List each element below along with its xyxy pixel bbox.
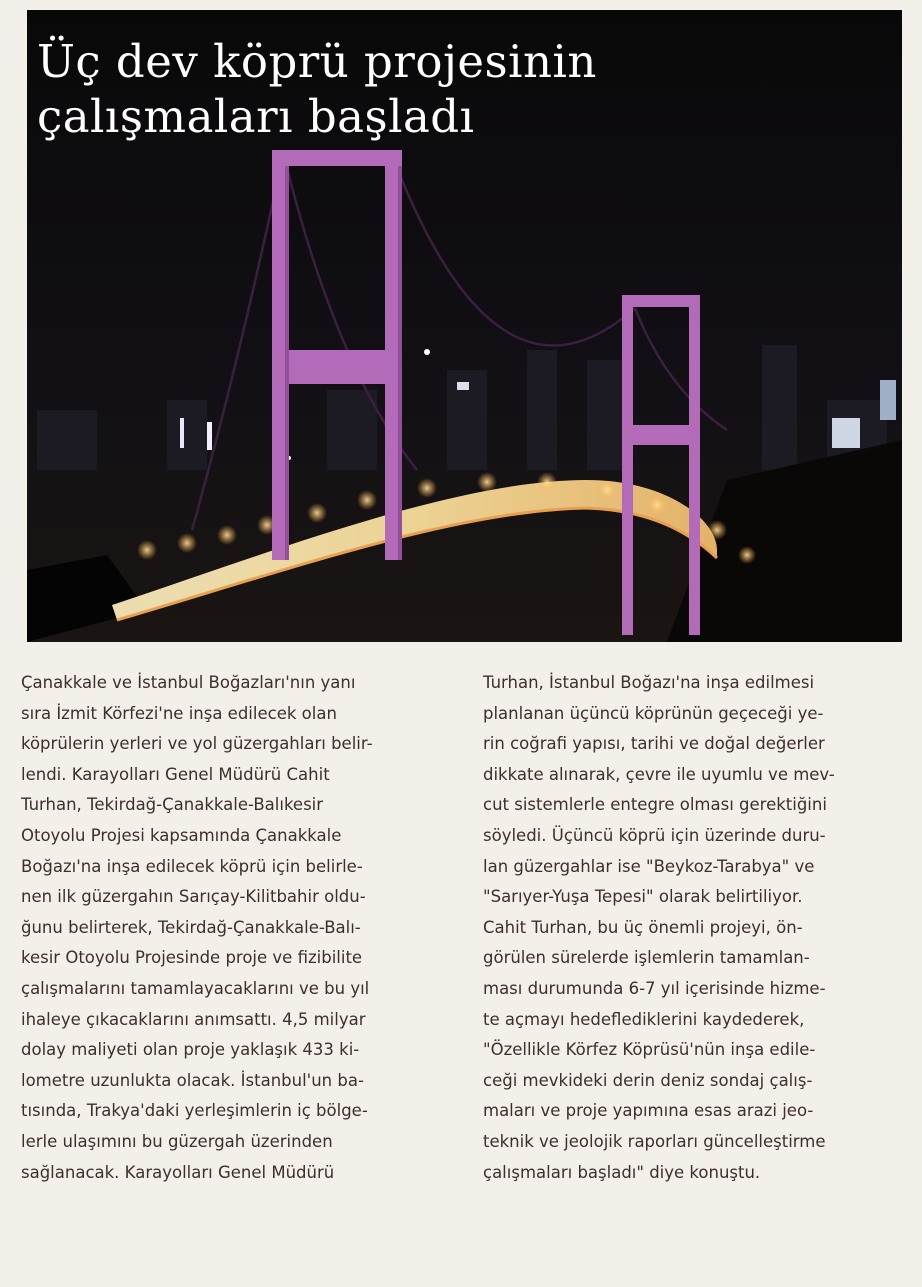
text-line: lerle ulaşımını bu güzergah üzerinden	[21, 1131, 333, 1151]
text-line: cut sistemlerle entegre olması gerektiğini	[483, 795, 827, 815]
text-line: söyledi. Üçüncü köprü için üzerinde duru-	[483, 825, 826, 845]
text-line: ihaleye çıkacaklarını anımsattı. 4,5 milyar	[21, 1009, 366, 1029]
text-line: ceği mevkideki derin deniz sondaj çalış-	[483, 1070, 813, 1090]
text-line: lan güzergahlar ise "Beykoz-Tarabya" ve	[483, 856, 815, 876]
text-line: nen ilk güzergahın Sarıçay-Kilitbahir oldu-	[21, 887, 366, 907]
text-line: köprülerin yerleri ve yol güzergahları belir-	[21, 734, 373, 754]
text-line: lometre uzunlukta olacak. İstanbul'un ba-	[21, 1070, 364, 1090]
text-line: dolay maliyeti olan proje yaklaşık 433 ki-	[21, 1040, 360, 1060]
text-line: planlanan üçüncü köprünün geçeceği ye-	[483, 703, 824, 723]
article-column-right	[483, 668, 903, 1188]
bridge-photo	[27, 10, 902, 642]
text-line: tısında, Trakya'daki yerleşimlerin iç bölge-	[21, 1101, 368, 1121]
text-line: te açmayı hedeflediklerini kaydederek,	[483, 1009, 805, 1029]
text-line: "Özellikle Körfez Köprüsü'nün inşa edile-	[483, 1040, 816, 1060]
headline	[37, 34, 757, 144]
text-line: maları ve proje yapımına esas arazi jeo-	[483, 1101, 814, 1121]
text-line: "Sarıyer-Yuşa Tepesi" olarak belirtiliyor.	[483, 887, 803, 907]
text-line: teknik ve jeolojik raporları güncelleştirme	[483, 1131, 826, 1151]
text-line: ması durumunda 6-7 yıl içerisinde hizme-	[483, 978, 826, 998]
text-line: kesir Otoyolu Projesinde proje ve fizibilite	[21, 948, 363, 968]
text-line: Turhan, Tekirdağ-Çanakkale-Balıkesir	[21, 795, 324, 815]
text-line: sağlanacak. Karayolları Genel Müdürü	[21, 1162, 335, 1182]
headline-line-2: çalışmaları başladı	[37, 90, 475, 143]
headline-line-1: Üç dev köprü projesinin	[37, 35, 597, 88]
text-line: sıra İzmit Körfezi'ne inşa edilecek olan	[21, 703, 337, 723]
text-line: Çanakkale ve İstanbul Boğazları'nın yanı	[21, 673, 356, 692]
text-line: Otoyolu Projesi kapsamında Çanakkale	[21, 825, 342, 845]
text-line: çalışmalarını tamamlayacaklarını ve bu yıl	[21, 978, 370, 998]
text-line: Turhan, İstanbul Boğazı'na inşa edilmesi	[483, 673, 815, 692]
text-line: ğunu belirterek, Tekirdağ-Çanakkale-Balı-	[21, 917, 361, 937]
text-line: Boğazı'na inşa edilecek köprü için belirle-	[21, 856, 363, 876]
text-line: çalışmaları başladı" diye konuştu.	[483, 1162, 761, 1182]
article-body	[0, 668, 922, 1278]
text-line: Cahit Turhan, bu üç önemli projeyi, ön-	[483, 917, 803, 937]
text-line: lendi. Karayolları Genel Müdürü Cahit	[21, 764, 330, 784]
article-column-left	[21, 668, 431, 1188]
text-line: rin coğrafi yapısı, tarihi ve doğal değerler	[483, 734, 825, 754]
text-line: dikkate alınarak, çevre ile uyumlu ve mev-	[483, 764, 835, 784]
text-line: görülen sürelerde işlemlerin tamamlan-	[483, 948, 810, 968]
